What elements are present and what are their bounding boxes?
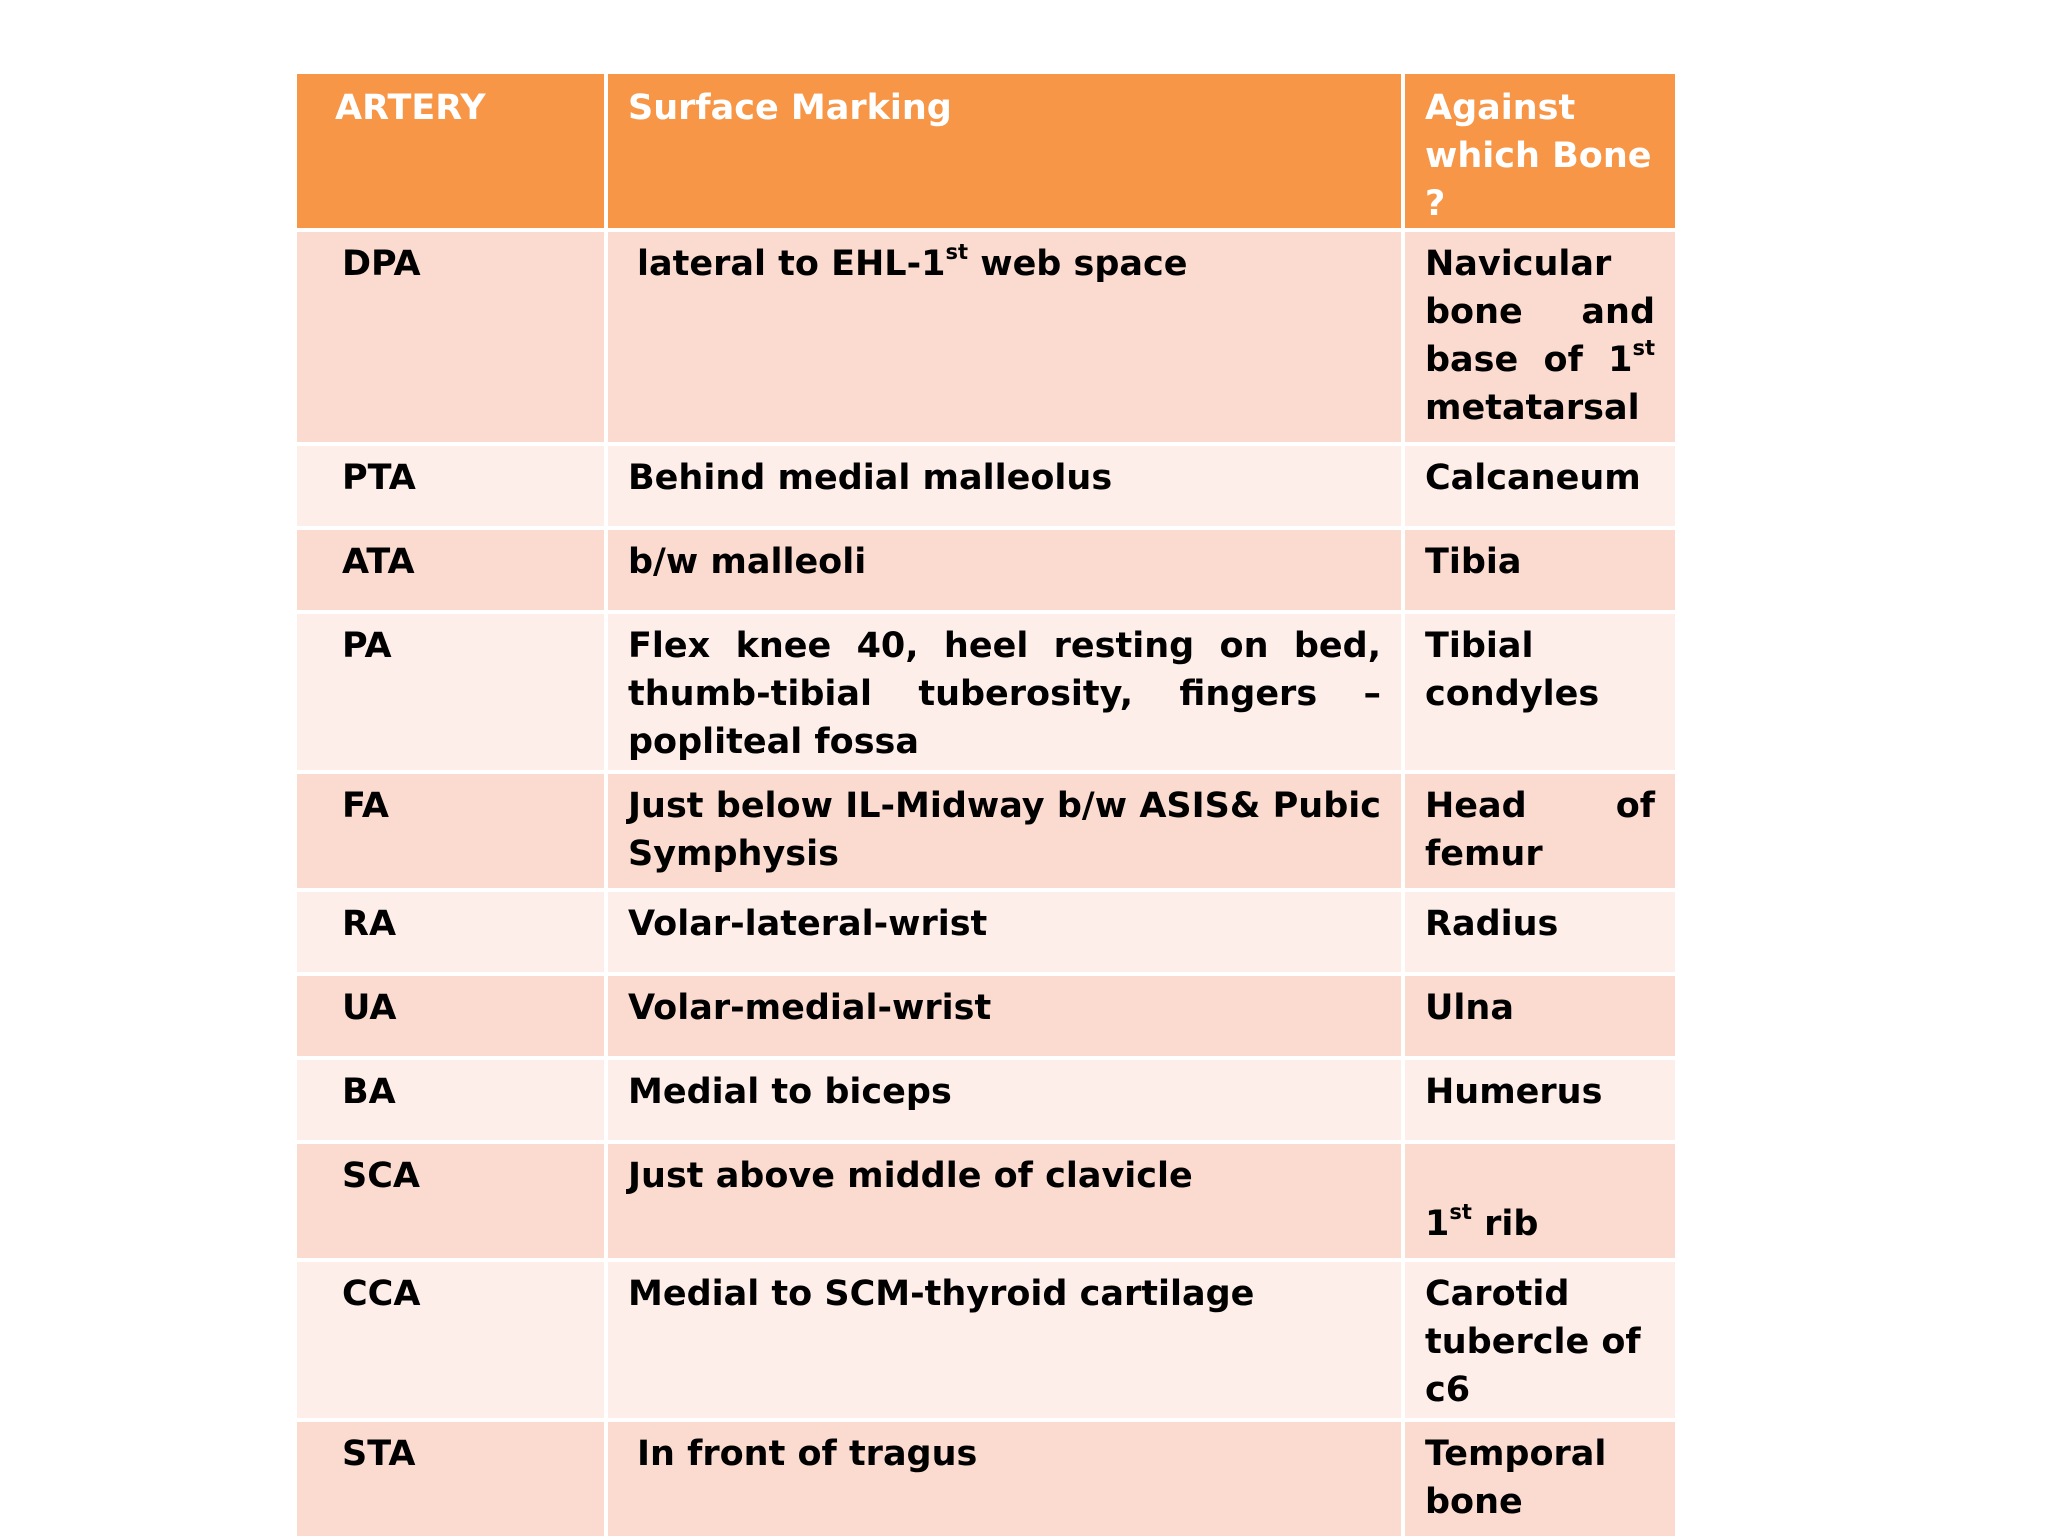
bone-text-end: rib	[1471, 1204, 1539, 1244]
bone-text: Navicular bone and base of 1	[1425, 244, 1655, 380]
artery-cell: PTA	[295, 444, 606, 528]
bone-cell: Humerus	[1403, 1058, 1677, 1142]
artery-cell: STA	[295, 1420, 606, 1536]
artery-cell: RA	[295, 890, 606, 974]
bone-cell	[1403, 1142, 1677, 1260]
bone-cell: Tibial condyles	[1403, 612, 1677, 772]
artery-surface-marking-table	[293, 70, 1679, 1536]
table-row	[295, 1058, 1677, 1142]
bone-cell: Head of femur	[1403, 772, 1677, 890]
table-header	[295, 72, 1677, 230]
table-row	[295, 772, 1677, 890]
marking-cell: Medial to SCM-thyroid cartilage	[606, 1260, 1403, 1420]
bone-text: 1	[1425, 1204, 1450, 1244]
header-bone: Against which Bone ?	[1403, 72, 1677, 230]
artery-cell: FA	[295, 772, 606, 890]
header-artery: ARTERY	[295, 72, 606, 230]
table-row	[295, 230, 1677, 444]
marking-cell: Behind medial malleolus	[606, 444, 1403, 528]
bone-cell	[1403, 230, 1677, 444]
bone-cell: Temporal bone	[1403, 1420, 1677, 1536]
table-row	[295, 890, 1677, 974]
marking-cell: In front of tragus	[606, 1420, 1403, 1536]
marking-cell: Volar-medial-wrist	[606, 974, 1403, 1058]
marking-cell: Medial to biceps	[606, 1058, 1403, 1142]
bone-cell: Calcaneum	[1403, 444, 1677, 528]
table-body	[295, 230, 1677, 1536]
header-surface-marking: Surface Marking	[606, 72, 1403, 230]
marking-cell	[606, 230, 1403, 444]
table-row	[295, 1420, 1677, 1536]
ordinal-suffix: st	[1632, 336, 1655, 361]
marking-text-end: web space	[968, 244, 1188, 284]
artery-cell: SCA	[295, 1142, 606, 1260]
bone-cell: Ulna	[1403, 974, 1677, 1058]
artery-cell: CCA	[295, 1260, 606, 1420]
marking-cell: Just above middle of clavicle	[606, 1142, 1403, 1260]
header-row	[295, 72, 1677, 230]
bone-cell: Carotid tubercle of c6	[1403, 1260, 1677, 1420]
marking-cell: Just below IL-Midway b/w ASIS& Pubic Symphysis	[606, 772, 1403, 890]
blank-line	[1425, 1152, 1655, 1200]
table-row	[295, 1260, 1677, 1420]
artery-cell: DPA	[295, 230, 606, 444]
marking-cell: Flex knee 40, heel resting on bed, thumb-tibial tuberosity, fingers –popliteal fossa	[606, 612, 1403, 772]
artery-cell: BA	[295, 1058, 606, 1142]
bone-cell: Tibia	[1403, 528, 1677, 612]
marking-cell: Volar-lateral-wrist	[606, 890, 1403, 974]
marking-cell: b/w malleoli	[606, 528, 1403, 612]
table-row	[295, 528, 1677, 612]
marking-text: lateral to EHL-1	[637, 244, 946, 284]
table-row	[295, 974, 1677, 1058]
ordinal-suffix: st	[945, 240, 969, 265]
artery-cell: PA	[295, 612, 606, 772]
ordinal-suffix: st	[1449, 1200, 1472, 1225]
artery-cell: UA	[295, 974, 606, 1058]
artery-cell: ATA	[295, 528, 606, 612]
bone-cell: Radius	[1403, 890, 1677, 974]
table-row	[295, 444, 1677, 528]
table-row	[295, 1142, 1677, 1260]
table-row	[295, 612, 1677, 772]
bone-text-end: metatarsal	[1425, 388, 1640, 428]
